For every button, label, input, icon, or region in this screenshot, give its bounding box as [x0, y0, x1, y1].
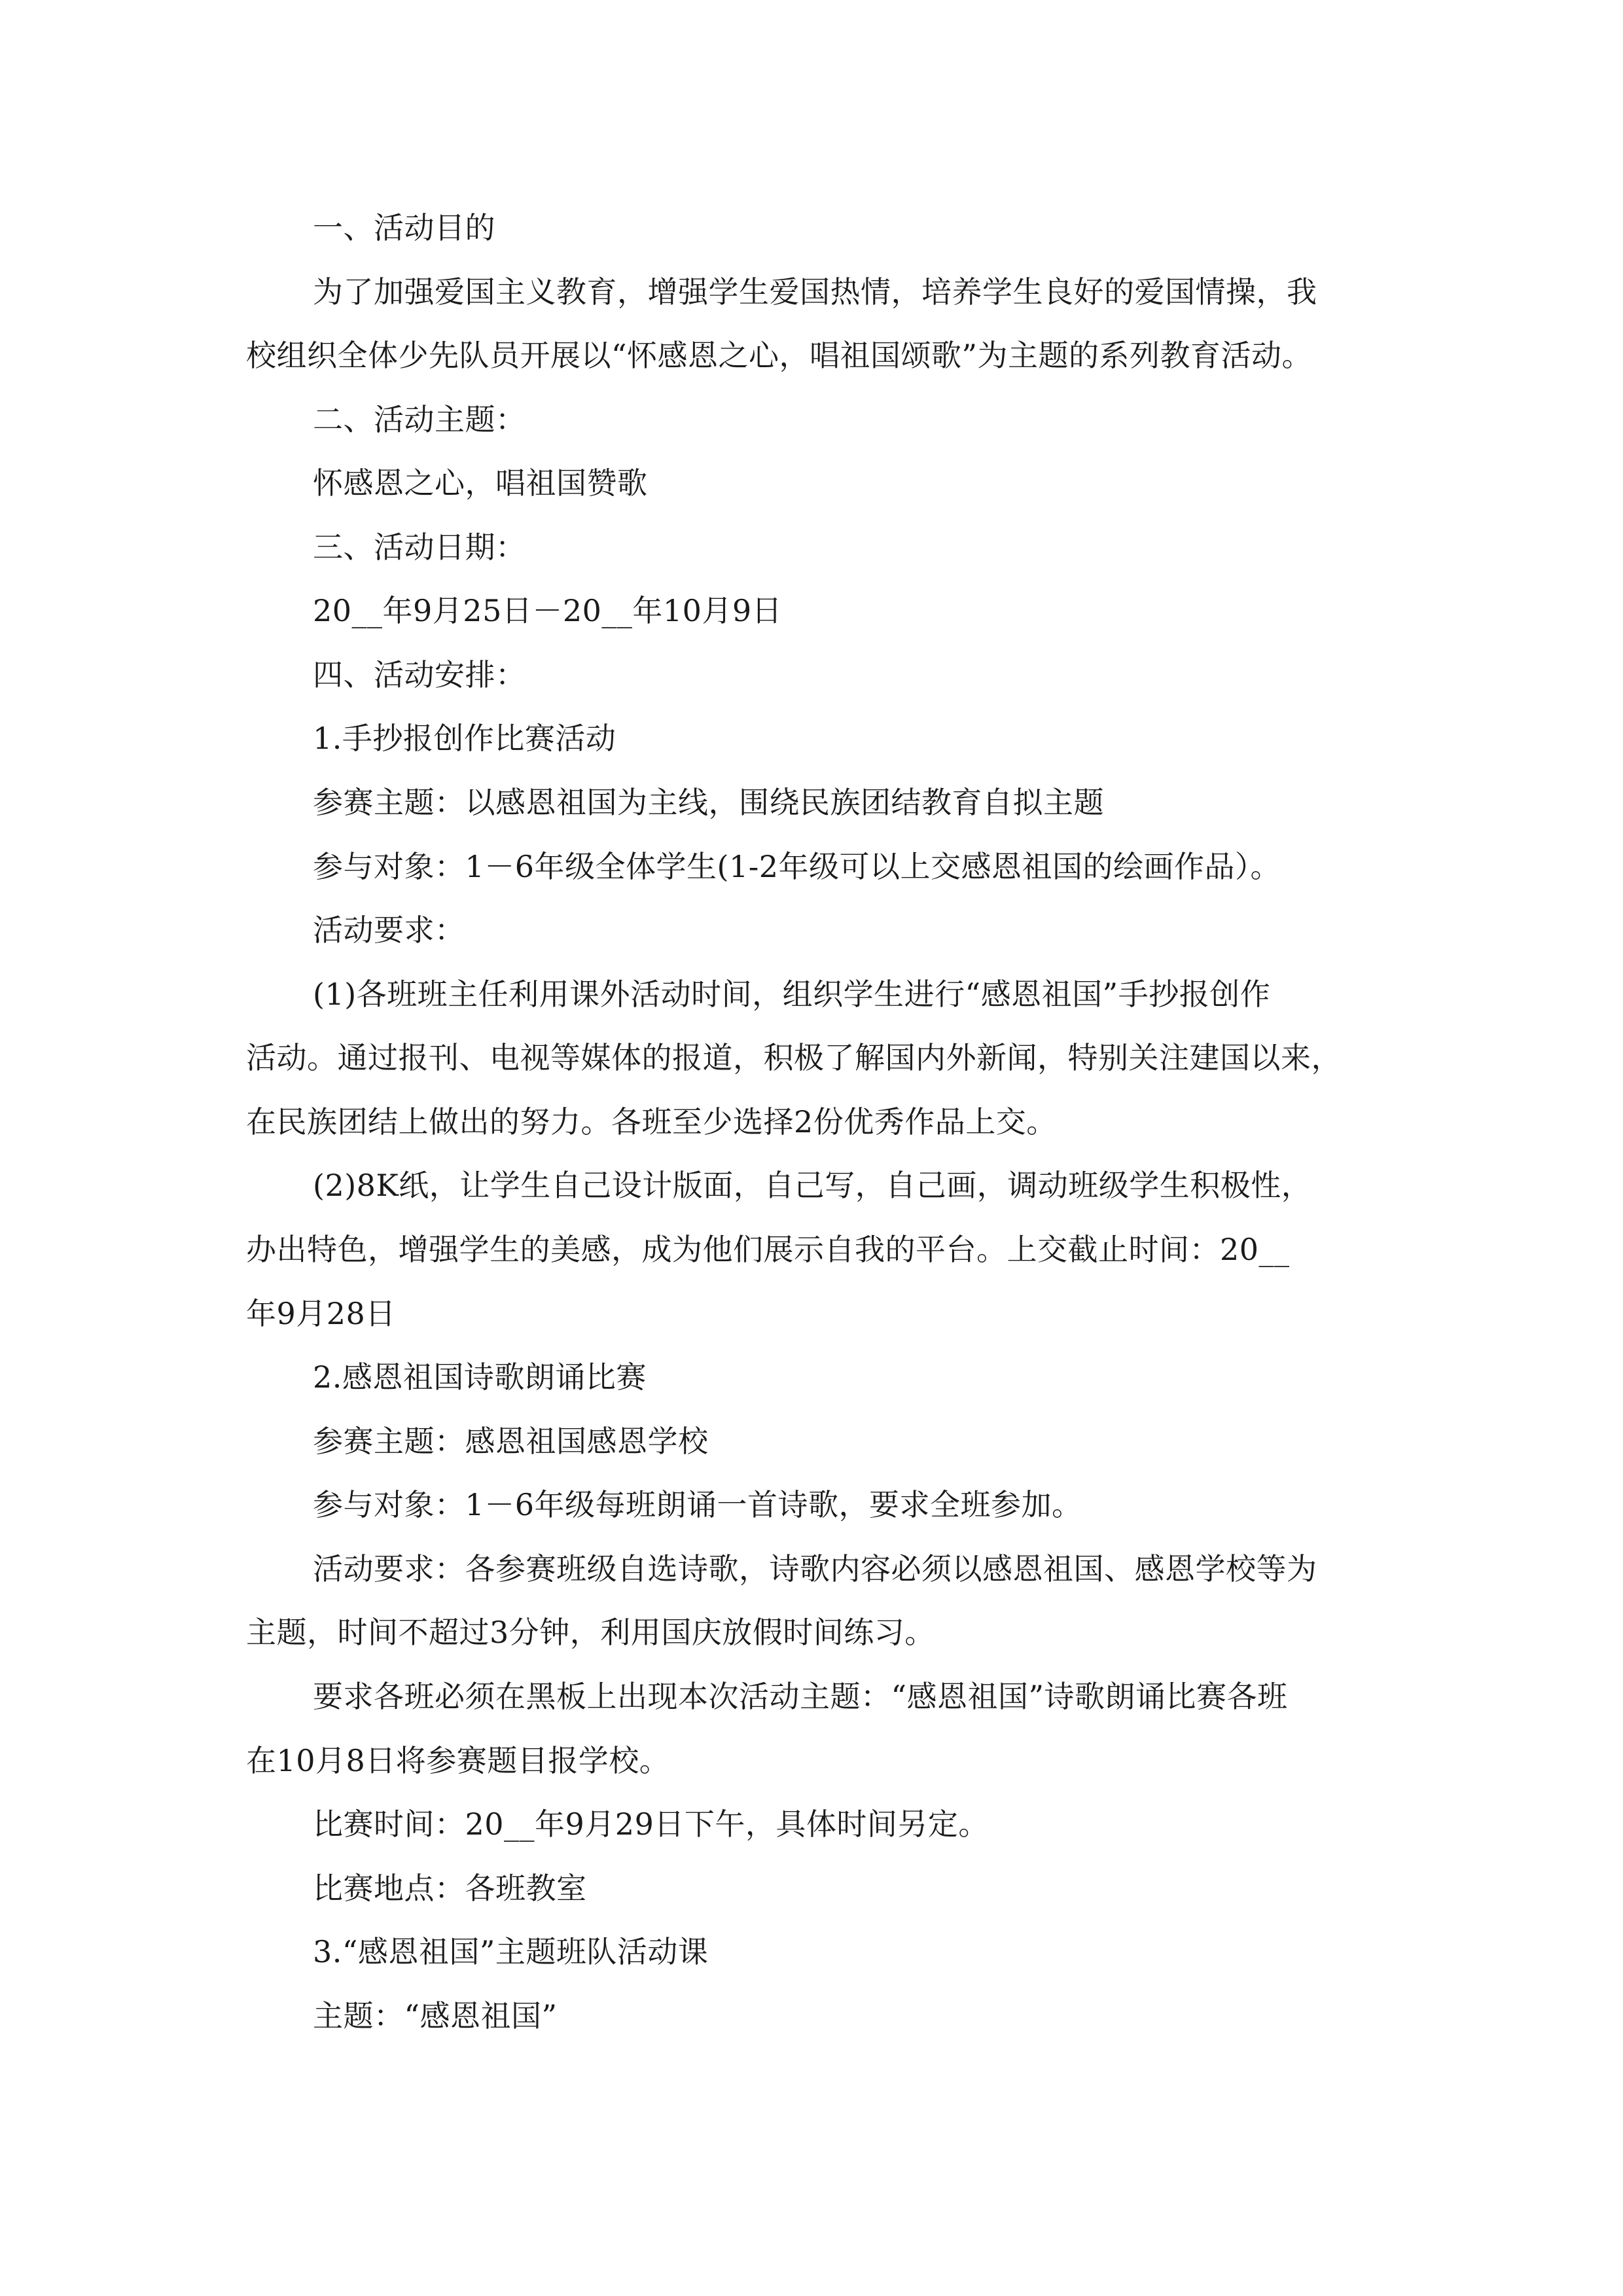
activity-2-note-line-2: 在10月8日将参赛题目报学校。 [246, 1743, 670, 1778]
activity-1-requirement-1-line-2: 活动。通过报刊、电视等媒体的报道，积极了解国内外新闻，特别关注建国以来， [246, 1040, 1342, 1075]
activity-2-time: 比赛时间：20__年9月29日下午，具体时间另定。 [313, 1806, 989, 1842]
theme-text: 怀感恩之心，唱祖国赞歌 [313, 465, 648, 501]
activity-2-requirements-line-2: 主题，时间不超过3分钟，利用国庆放假时间练习。 [246, 1615, 935, 1650]
activity-1-participants: 参与对象：1－6年级全体学生(1-2年级可以上交感恩祖国的绘画作品）。 [313, 849, 1281, 884]
activity-1-requirements-label: 活动要求： [313, 912, 465, 948]
section-heading-arrangements: 四、活动安排： [313, 657, 526, 692]
activity-1-title: 1.手抄报创作比赛活动 [313, 721, 616, 756]
activity-2-participants: 参与对象：1－6年级每班朗诵一首诗歌，要求全班参加。 [313, 1487, 1082, 1522]
activity-1-theme: 参赛主题：以感恩祖国为主线，围绕民族团结教育自拟主题 [313, 785, 1104, 820]
section-heading-theme: 二、活动主题： [313, 402, 526, 437]
section-heading-purpose: 一、活动目的 [313, 210, 495, 245]
purpose-paragraph-line-2: 校组织全体少先队员开展以“怀感恩之心，唱祖国颂歌”为主题的系列教育活动。 [246, 338, 1313, 373]
activity-3-title: 3.“感恩祖国”主题班队活动课 [313, 1934, 709, 1969]
activity-1-requirement-2-line-2: 办出特色，增强学生的美感，成为他们展示自我的平台。上交截止时间：20__ [246, 1232, 1290, 1267]
activity-2-requirements-line-1: 活动要求：各参赛班级自选诗歌，诗歌内容必须以感恩祖国、感恩学校等为 [313, 1551, 1317, 1587]
purpose-paragraph-line-1: 为了加强爱国主义教育，增强学生爱国热情，培养学生良好的爱国情操，我 [313, 274, 1317, 310]
activity-1-requirement-1-line-1: (1)各班班主任利用课外活动时间，组织学生进行“感恩祖国”手抄报创作 [313, 977, 1271, 1012]
section-heading-date: 三、活动日期： [313, 529, 526, 565]
activity-1-requirement-1-line-3: 在民族团结上做出的努力。各班至少选择2份优秀作品上交。 [246, 1104, 1057, 1139]
date-text: 20__年9月25日－20__年10月9日 [313, 593, 783, 628]
activity-2-place: 比赛地点：各班教室 [313, 1871, 587, 1906]
activity-3-theme: 主题：“感恩祖国” [313, 1998, 558, 2034]
activity-1-requirement-2-line-1: (2)8K纸，让学生自己设计版面，自己写，自己画，调动班级学生积极性， [313, 1168, 1312, 1203]
activity-2-note-line-1: 要求各班必须在黑板上出现本次活动主题：“感恩祖国”诗歌朗诵比赛各班 [313, 1679, 1288, 1714]
activity-1-requirement-2-line-3: 年9月28日 [246, 1296, 396, 1331]
activity-2-theme: 参赛主题：感恩祖国感恩学校 [313, 1424, 709, 1459]
activity-2-title: 2.感恩祖国诗歌朗诵比赛 [313, 1359, 647, 1395]
